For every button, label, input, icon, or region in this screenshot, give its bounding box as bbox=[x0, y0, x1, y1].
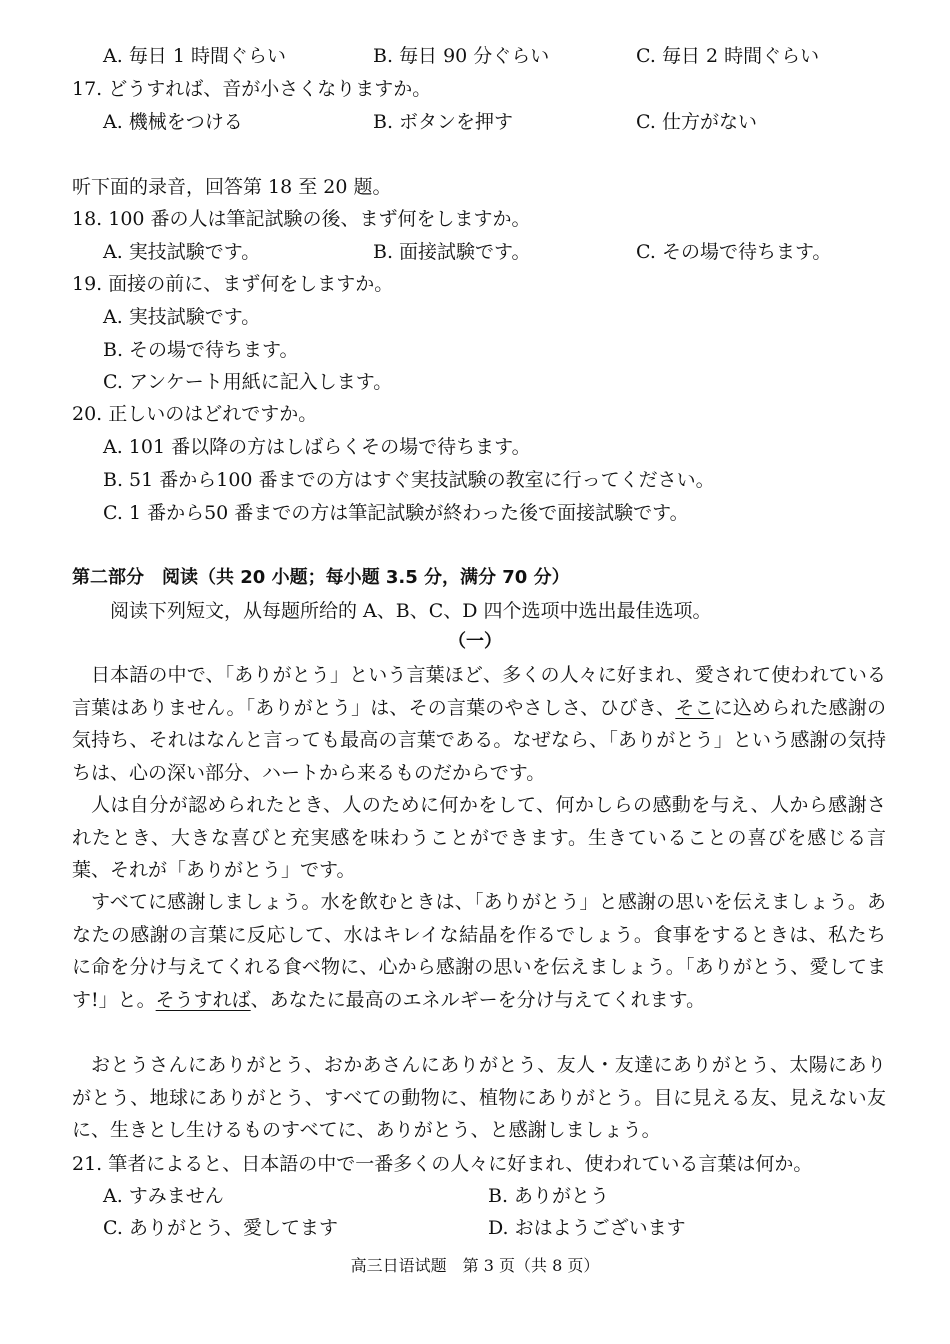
q19-question: 19. 面接の前に、まず何をしますか。 bbox=[72, 273, 394, 295]
q18-question: 18. 100 番の人は筆記試験の後、まず何をしますか。 bbox=[72, 208, 531, 230]
q21-option-c: C. ありがとう、愛してます bbox=[103, 1217, 338, 1239]
q16-option-b: B. 毎日 90 分ぐらい bbox=[373, 45, 550, 67]
p1-text-b: に込められた感謝の気持ち、それはなんと言っても最高の言葉である。なぜなら、「ありがとう」という感謝の気持ちは、心の深い部分、ハートから来るものだからです。 bbox=[72, 696, 886, 784]
q19-option-c: C. アンケート用紙に記入します。 bbox=[103, 371, 393, 393]
passage-paragraph-4: おとうさんにありがとう、おかあさんにありがとう、友人・友達にありがとう、太陽にありがとう、地球にありがとう、すべての動物に、植物にありがとう。目に見える友、見えない友に、生きとし生けるものすべてに、ありがとう、と感謝しましょう。 bbox=[72, 1054, 886, 1141]
q20-question: 20. 正しいのはどれですか。 bbox=[72, 403, 318, 425]
q19-option-b: B. その場で待ちます。 bbox=[103, 339, 299, 361]
q20-option-b: B. 51 番から100 番までの方はすぐ実技試験の教室に行ってください。 bbox=[103, 469, 715, 491]
q17-option-b: B. ボタンを押す bbox=[373, 111, 514, 133]
q20-option-c: C. 1 番から50 番までの方は筆記試験が終わった後で面接試験です。 bbox=[103, 502, 689, 524]
passage-paragraph-1 bbox=[72, 659, 886, 789]
p3-text-a: すべてに感謝しましょう。水を飲むときは、「ありがとう」と感謝の思いを伝えましょう。あなたの感謝の言葉に反応して、水はキレイな結晶を作るでしょう。食事をするときは、私たちに命を分け与えてくれる食べ物に、心から感謝の思いを伝えましょう。「ありがとう、愛してます!」と。 bbox=[72, 891, 886, 1011]
listening-instruction: 听下面的录音，回答第 18 至 20 题。 bbox=[72, 176, 392, 198]
q16-option-a: A. 毎日 1 時間ぐらい bbox=[103, 45, 286, 67]
q17-question: 17. どうすれば、音が小さくなりますか。 bbox=[72, 78, 432, 100]
q17-option-a: A. 機械をつける bbox=[103, 111, 243, 133]
p3-underlined-text: そうすれば bbox=[155, 988, 251, 1011]
passage-paragraph-3 bbox=[72, 886, 886, 1016]
page-footer: 高三日语试题 第 3 页（共 8 页） bbox=[350, 1256, 600, 1275]
q21-question: 21. 筆者によると、日本語の中で一番多くの人々に好まれ、使われている言葉は何か。 bbox=[72, 1153, 813, 1175]
q17-option-c: C. 仕方がない bbox=[636, 111, 757, 133]
q18-option-a: A. 実技試験です。 bbox=[103, 241, 261, 263]
q18-option-c: C. その場で待ちます。 bbox=[636, 241, 832, 263]
p3-text-b: 、あなたに最高のエネルギーを分け与えてくれます。 bbox=[250, 988, 706, 1011]
q21-option-d: D. おはようございます bbox=[488, 1217, 686, 1239]
q20-option-a: A. 101 番以降の方はしばらくその場で待ちます。 bbox=[103, 436, 531, 458]
q19-option-a: A. 実技試験です。 bbox=[103, 306, 261, 328]
passage-label: （一） bbox=[448, 631, 502, 652]
q21-option-a: A. すみません bbox=[103, 1185, 224, 1207]
part2-instruction: 阅读下列短文，从每题所给的 A、B、C、D 四个选项中选出最佳选项。 bbox=[110, 600, 712, 622]
q21-option-b: B. ありがとう bbox=[488, 1185, 610, 1207]
p1-underlined-text: そこ bbox=[675, 696, 714, 719]
part2-heading: 第二部分 阅读（共 20 小题；每小题 3.5 分，满分 70 分） bbox=[72, 567, 570, 588]
p1-text-a: 日本語の中で、「ありがとう」という言葉ほど、多くの人々に好まれ、愛されて使われている言葉はありません。「ありがとう」は、その言葉のやさしさ、ひびき、 bbox=[72, 664, 886, 719]
passage-paragraph-2: 人は自分が認められたとき、人のために何かをして、何かしらの感動を与え、人から感謝されたとき、大きな喜びと充実感を味わうことができます。生きていることの喜びを感じる言葉、それが「ありがとう」です。 bbox=[72, 794, 886, 881]
q16-option-c: C. 毎日 2 時間ぐらい bbox=[636, 45, 820, 67]
q18-option-b: B. 面接試験です。 bbox=[373, 241, 531, 263]
